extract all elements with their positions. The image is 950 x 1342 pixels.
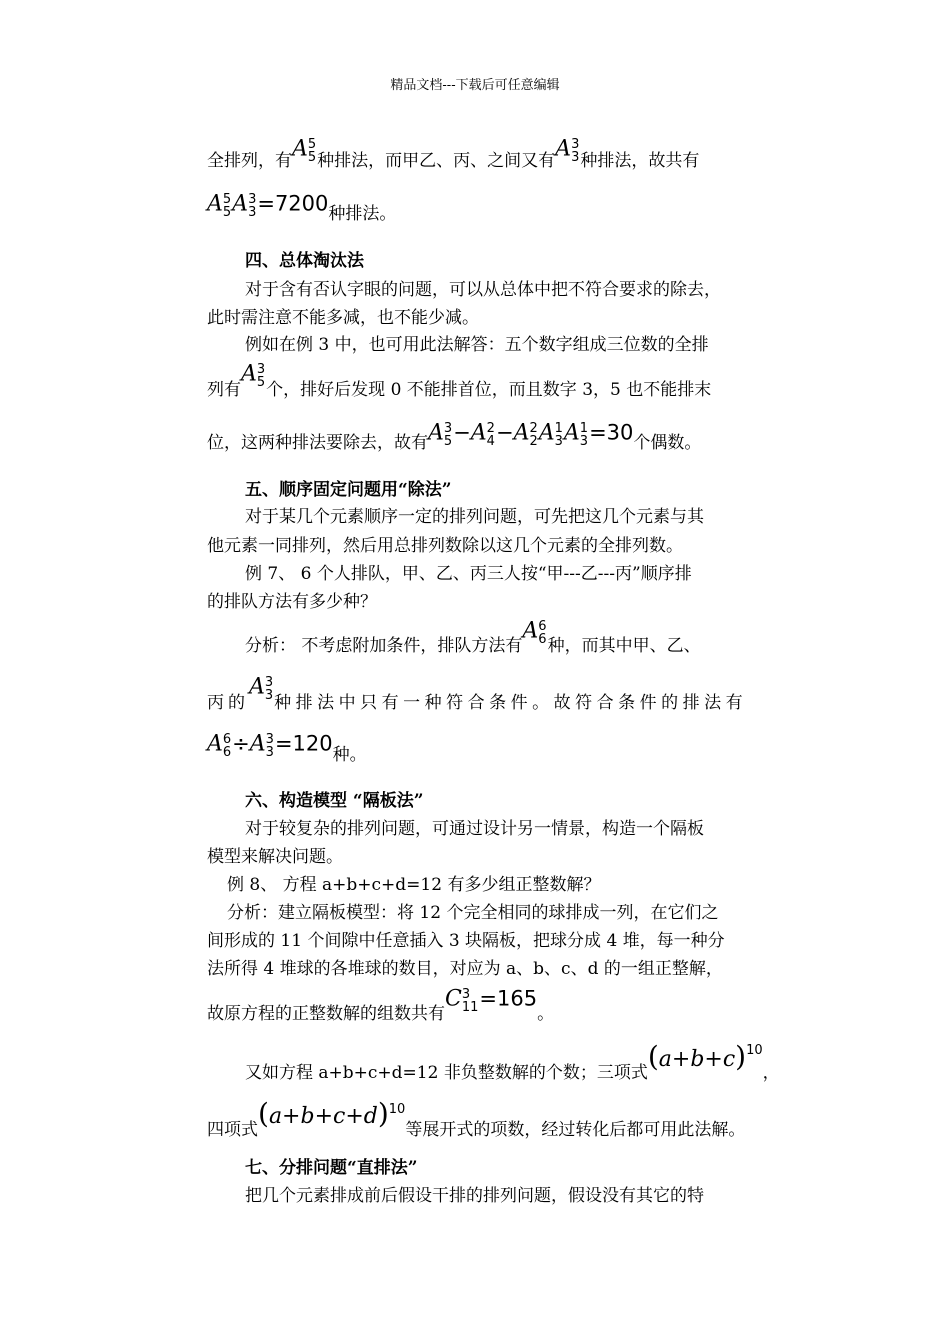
- page-header: 精品文档---下载后可任意编辑: [390, 78, 560, 93]
- formula-result: =165: [479, 986, 538, 1011]
- paragraph-line: 模型来解决问题。: [207, 847, 343, 867]
- section-heading: 六、构造模型 “隔板法”: [245, 791, 424, 811]
- paragraph-line: 又如方程 a+b+c+d=12 非负整数解的个数；三项式$(a+b+c)^{10}$，: [245, 1040, 780, 1083]
- paragraph-line: 的排队方法有多少种？: [207, 592, 377, 612]
- paragraph-line: 把几个元素排成前后假设干排的排列问题，假设没有其它的特: [245, 1186, 704, 1206]
- section-heading: 四、总体淘汰法: [245, 251, 364, 271]
- formula-A: A: [292, 136, 308, 162]
- formula-line: A 5 5 A 3 3 =7200种排法。: [207, 191, 397, 224]
- paragraph-line: 例 8、 方程 a+b+c+d=12 有多少组正整数解？: [227, 875, 601, 895]
- formula-quadrinomial: a+b+c+d: [268, 1104, 378, 1129]
- paragraph-line: 此时需注意不能多减，也不能少减。: [207, 308, 479, 328]
- paragraph-line: 全排列，有A 5 5 种排法，而甲乙、丙、之间又有A 3 3 种排法，故共有: [207, 136, 700, 171]
- formula-result: =120: [274, 731, 333, 756]
- paragraph-line: 对于某几个元素顺序一定的排列问题，可先把这几个元素与其: [245, 507, 704, 527]
- formula-result: =30: [589, 420, 634, 445]
- paragraph-line: 例如在例 3 中，也可用此法解答：五个数字组成三位数的全排: [245, 335, 709, 355]
- paragraph-line: 他元素一同排列，然后用总排列数除以这几个元素的全排列数。: [207, 536, 683, 556]
- section-heading: 七、分排问题“直排法”: [245, 1158, 418, 1178]
- paragraph-line: 分析： 不考虑附加条件，排队方法有A 6 6 种，而其中甲、乙、: [245, 618, 701, 656]
- paragraph-line: 法所得 4 堆球的各堆球的数目，对应为 a、b、c、d 的一组正整解，: [207, 959, 723, 979]
- paragraph-line: 四项式$(a+b+c+d)^{10}$等展开式的项数，经过转化后都可用此法解。: [207, 1097, 746, 1140]
- formula-trinomial: a+b+c: [658, 1047, 736, 1072]
- paragraph-line: 例 7、 6 个人排队，甲、乙、丙三人按“甲---乙---丙”顺序排: [245, 564, 692, 584]
- formula-result: =7200: [257, 191, 329, 216]
- paragraph-line: 丙的A 3 3 种排法中只有一种符合条件。故符合条件的排法有: [207, 674, 748, 713]
- paragraph-line: 对于较复杂的排列问题，可通过设计另一情景，构造一个隔板: [245, 819, 704, 839]
- paragraph-line: 间形成的 11 个间隙中任意插入 3 块隔板，把球分成 4 堆，每一种分: [207, 931, 725, 951]
- formula-A: A: [555, 136, 572, 162]
- paragraph-line: 位，这两种排法要除去，故有A 3 5 −A 2 4 −A 2 2 A 1 3 A 1 3 =30个偶数。: [207, 420, 702, 453]
- paragraph-line: 对于含有否认字眼的问题，可以从总体中把不符合要求的除去，: [245, 280, 721, 300]
- section-heading: 五、顺序固定问题用“除法”: [245, 480, 452, 500]
- paragraph-line: 列有A 3 5 个，排好后发现 0 不能排首位，而且数字 3，5 也不能排末: [207, 361, 712, 400]
- paragraph-line: 故原方程的正整数解的组数共有C 3 11 =165。: [207, 986, 555, 1024]
- formula-line: A 6 6 ÷A 3 3 =120种。: [207, 731, 367, 765]
- paragraph-line: 分析：建立隔板模型：将 12 个完全相同的球排成一列，在它们之: [227, 903, 719, 923]
